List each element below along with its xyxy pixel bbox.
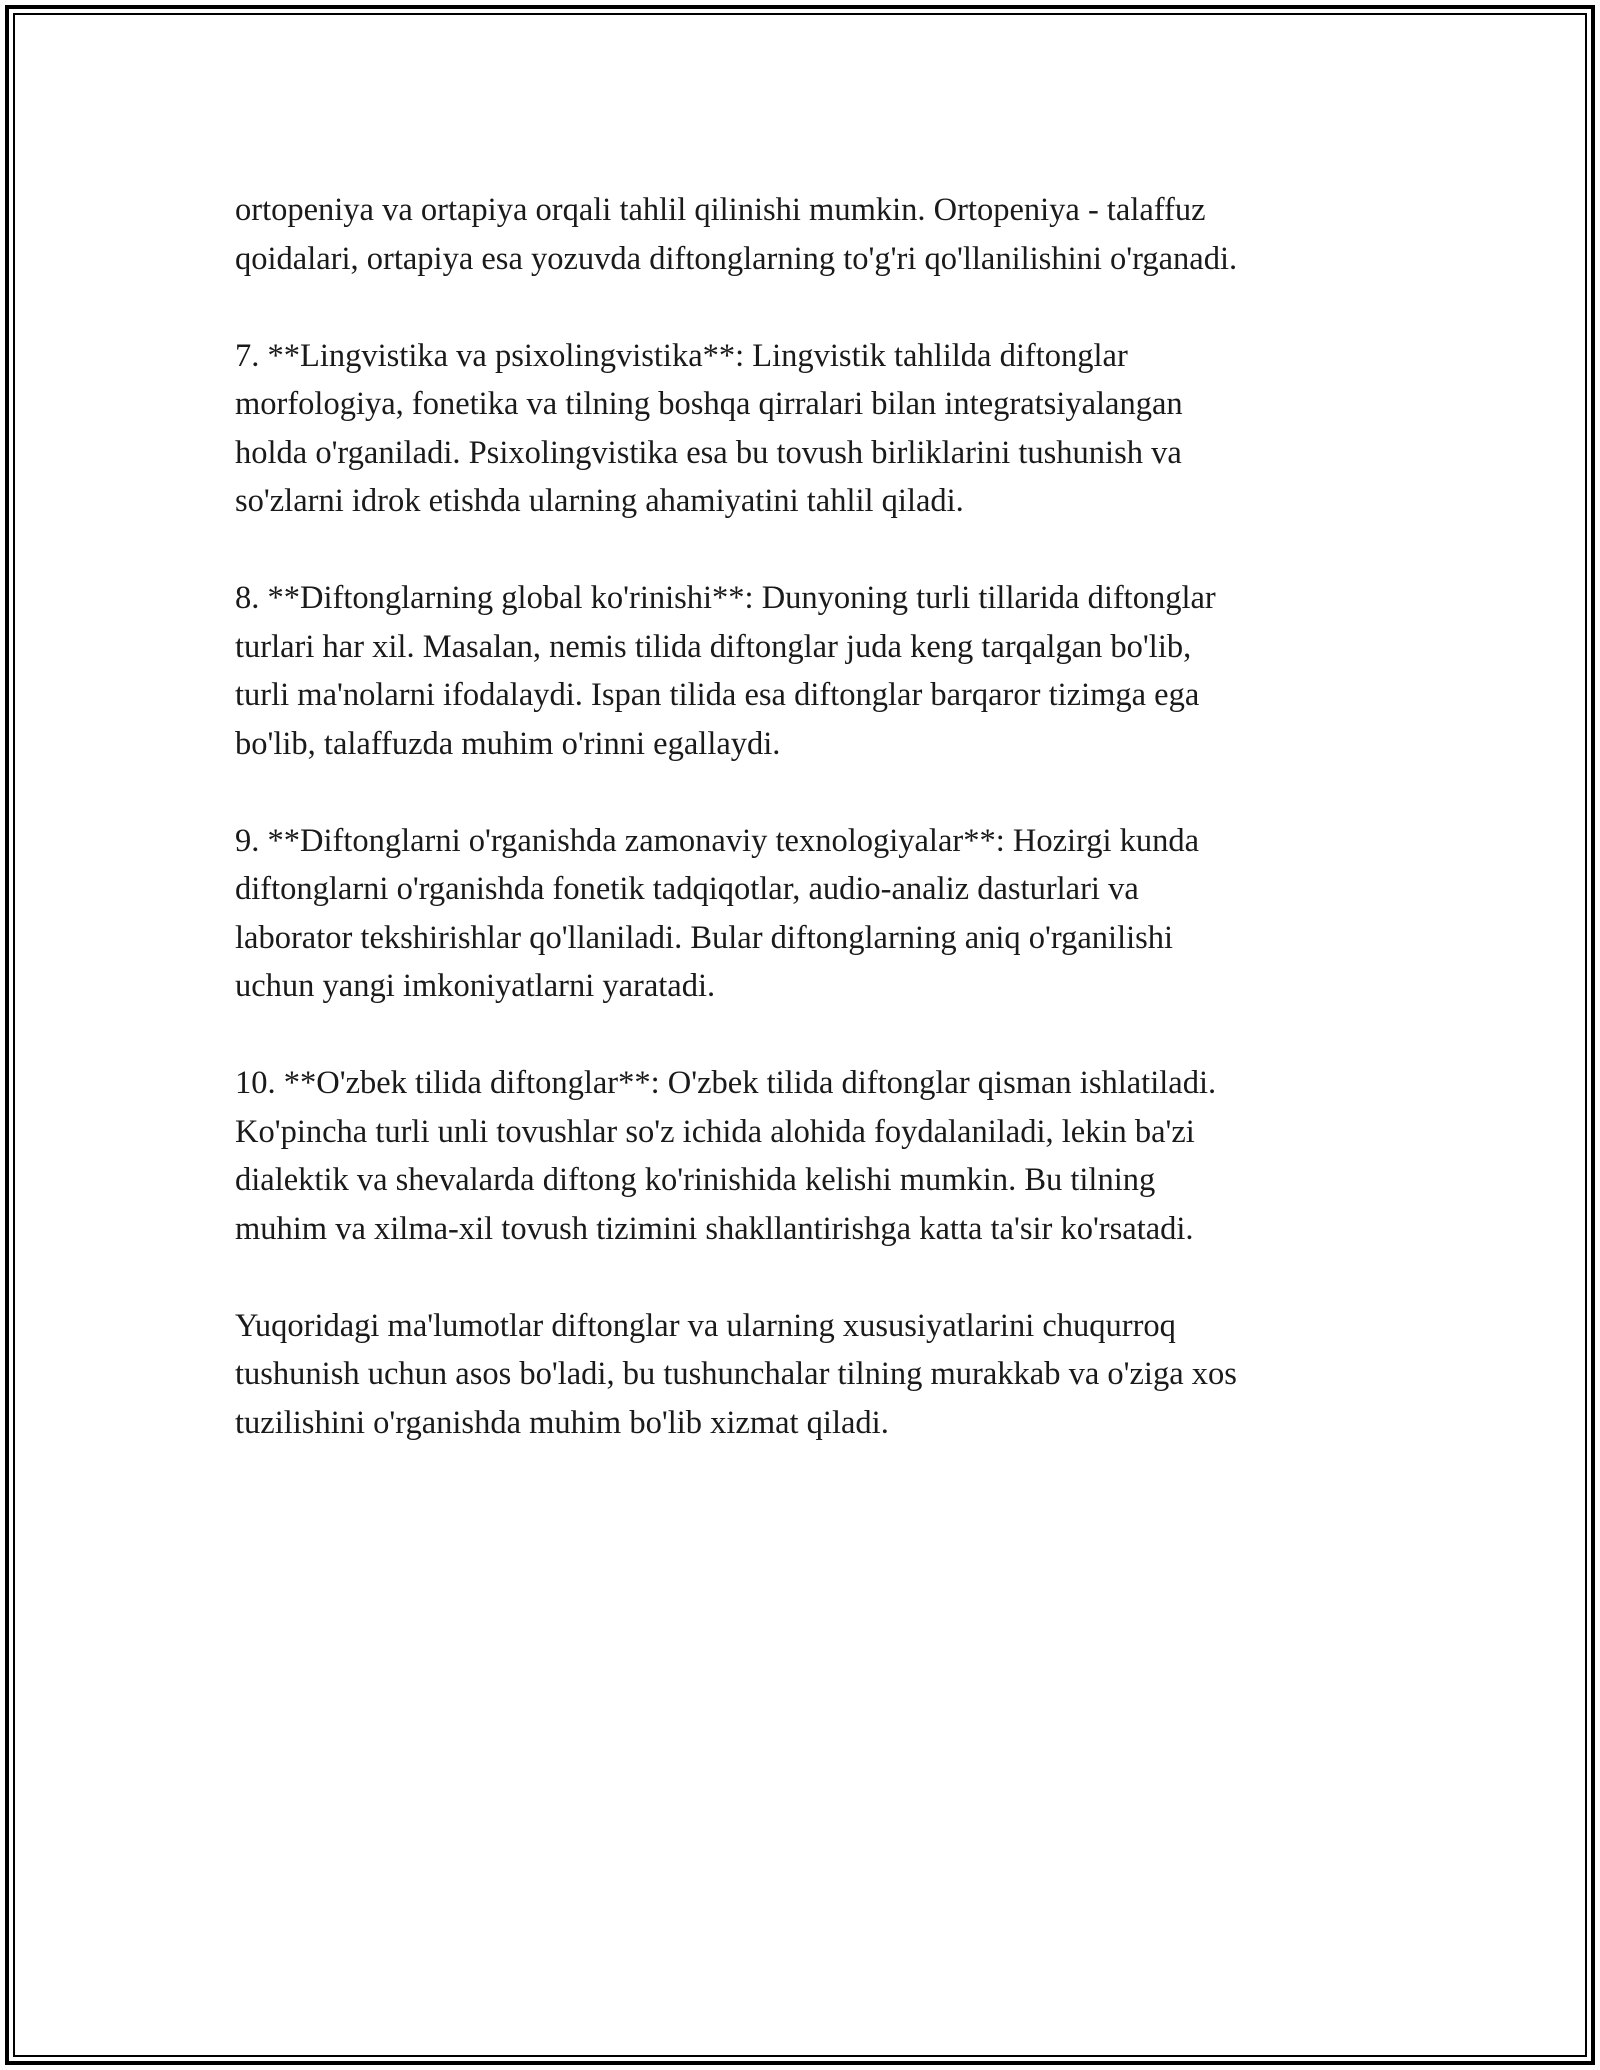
paragraph-item-8 <box>235 574 1395 768</box>
text-line: bo'lib, talaffuzda muhim o'rinni egallaydi. <box>235 725 781 762</box>
text-line: qoidalari, ortapiya esa yozuvda diftonglarning to'g'ri qo'llanilishini o'rganadi. <box>235 240 1238 277</box>
text-line: ortopeniya va ortapiya orqali tahlil qilinishi mumkin. Ortopeniya - talaffuz <box>235 192 1206 228</box>
text-line: dialektik va shevalarda diftong ko'rinishida kelishi mumkin. Bu tilning <box>235 1162 1156 1198</box>
text-line: turli ma'nolarni ifodalaydi. Ispan tilida esa diftonglar barqaror tizimga ega <box>235 677 1200 713</box>
text-line: tuzilishini o'rganishda muhim bo'lib xizmat qiladi. <box>235 1404 889 1441</box>
text-line: morfologiya, fonetika va tilning boshqa qirralari bilan integratsiyalangan <box>235 386 1183 422</box>
paragraph-item-7 <box>235 332 1395 526</box>
document-body <box>235 186 1395 1496</box>
text-line: holda o'rganiladi. Psixolingvistika esa bu tovush birliklarini tushunish va <box>235 434 1182 471</box>
text-line: laborator tekshirishlar qo'llaniladi. Bular diftonglarning aniq o'rganilishi <box>235 919 1174 956</box>
paragraph-orthoepy <box>235 186 1395 283</box>
text-line: 8. **Diftonglarning global ko'rinishi**: Dunyoning turli tillarida diftonglar <box>235 580 1216 616</box>
text-line: turlari har xil. Masalan, nemis tilida diftonglar juda keng tarqalgan bo'lib, <box>235 628 1192 665</box>
text-line: diftonglarni o'rganishda fonetik tadqiqotlar, audio-analiz dasturlari va <box>235 871 1139 907</box>
paragraph-conclusion <box>235 1302 1395 1448</box>
text-line: muhim va xilma-xil tovush tizimini shakllantirishga katta ta'sir ko'rsatadi. <box>235 1210 1194 1247</box>
text-line: uchun yangi imkoniyatlarni yaratadi. <box>235 968 716 1004</box>
text-line: 7. **Lingvistika va psixolingvistika**: Lingvistik tahlilda diftonglar <box>235 337 1128 374</box>
paragraph-item-10 <box>235 1059 1395 1253</box>
text-line: tushunish uchun asos bo'ladi, bu tushunchalar tilning murakkab va o'ziga xos <box>235 1356 1237 1392</box>
text-line: 10. **O'zbek tilida diftonglar**: O'zbek tilida diftonglar qisman ishlatiladi. <box>235 1065 1217 1101</box>
text-line: 9. **Diftonglarni o'rganishda zamonaviy texnologiyalar**: Hozirgi kunda <box>235 822 1200 859</box>
text-line: Yuqoridagi ma'lumotlar diftonglar va ularning xususiyatlarini chuqurroq <box>235 1307 1176 1344</box>
text-line: Ko'pincha turli unli tovushlar so'z ichida alohida foydalaniladi, lekin ba'zi <box>235 1113 1195 1150</box>
paragraph-item-9 <box>235 817 1395 1011</box>
text-line: so'zlarni idrok etishda ularning ahamiyatini tahlil qiladi. <box>235 483 964 519</box>
